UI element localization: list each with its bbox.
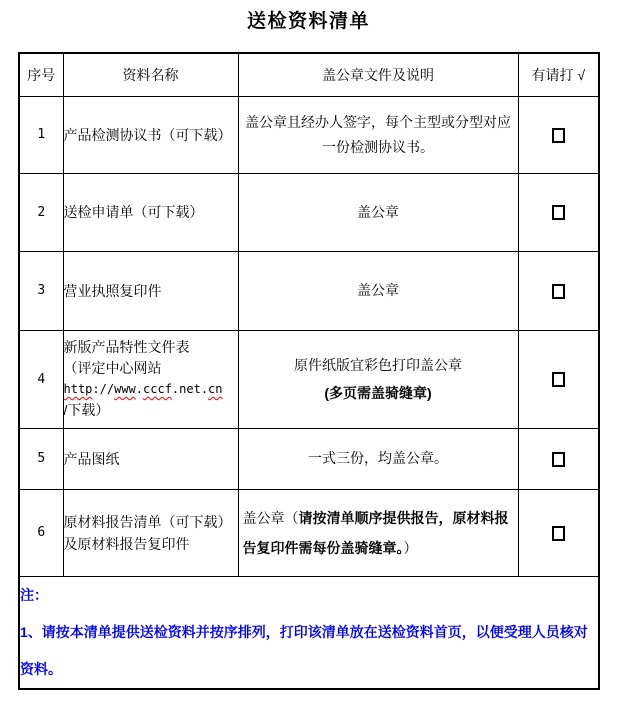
row-number: 4 [19, 330, 63, 428]
instruction-line-bold: (多页需盖骑缝章) [324, 385, 432, 401]
note-row [19, 576, 599, 689]
material-name [63, 251, 238, 330]
check-cell [518, 251, 599, 330]
check-cell [518, 330, 599, 428]
checkbox-icon[interactable] [552, 372, 565, 387]
checkbox-icon[interactable] [552, 205, 565, 220]
check-cell [518, 173, 599, 251]
instruction-bold: 请按清单顺序提供报告，原材料报告复印件需每份盖骑缝章。 [242, 509, 509, 556]
material-name-line: 送检申请单（可下载） [63, 204, 204, 220]
url-segment: cccf [143, 382, 172, 396]
table-row-4 [19, 330, 599, 428]
check-cell [518, 489, 599, 576]
instruction-line: 盖公章且经办人签字，每个主型或分型对应 [245, 113, 511, 130]
instruction-line: 盖公章 [357, 203, 399, 220]
url-segment: www [114, 382, 136, 396]
check-cell [518, 96, 599, 173]
checkbox-icon[interactable] [552, 526, 565, 541]
material-name-line: 新版产品特性文件表 [63, 339, 190, 355]
stamp-instructions [238, 330, 518, 428]
row-number: 2 [19, 173, 63, 251]
instruction-prefix: 盖公章（ [242, 509, 299, 526]
instruction-line: 一式三份，均盖公章。 [308, 450, 448, 466]
header-serial-number: 序号 [19, 53, 63, 96]
checkbox-icon[interactable] [552, 452, 565, 467]
url-segment: cn [208, 382, 223, 396]
instruction-suffix: ） [403, 539, 418, 556]
table-row-1 [19, 96, 599, 173]
row-number: 3 [19, 251, 63, 330]
url-segment: .net. [171, 382, 209, 396]
url-segment: http [63, 382, 93, 396]
note-label: 注： [20, 586, 48, 603]
download-url [64, 379, 238, 400]
material-name-line: 产品图纸 [63, 450, 120, 467]
table-row-2 [19, 173, 599, 251]
instruction-line: 盖公章 [357, 282, 399, 298]
material-name-line: 及原材料报告复印件 [63, 535, 190, 552]
material-name-line: 原材料报告清单（可下载） [63, 513, 232, 530]
instruction-line: 一份检测协议书。 [322, 138, 434, 155]
note-item: 1、请按本清单提供送检资料并按序排列，打印该清单放在送检资料首页，以便受理人员核对资料。 [20, 623, 588, 677]
table-row-3 [19, 251, 599, 330]
checkbox-icon[interactable] [552, 284, 565, 299]
material-name-line: （评定中心网站 [63, 360, 162, 376]
stamp-instructions [238, 96, 518, 173]
header-material-name: 资料名称 [63, 53, 238, 96]
material-name-line: /下载） [63, 402, 110, 418]
materials-checklist-table [18, 52, 600, 690]
stamp-instructions [238, 173, 518, 251]
check-cell [518, 428, 599, 489]
table-row-5 [19, 428, 599, 489]
table-row-6 [19, 489, 599, 576]
material-name [63, 173, 238, 251]
notes-section [19, 576, 599, 689]
checkbox-icon[interactable] [552, 128, 565, 143]
url-segment: . [135, 382, 144, 396]
row-number: 6 [19, 489, 63, 576]
header-check-mark: 有请打 √ [518, 53, 599, 96]
page-title: 送检资料清单 [246, 11, 370, 32]
row-number: 1 [19, 96, 63, 173]
header-stamp-instructions: 盖公章文件及说明 [238, 53, 518, 96]
header-row [19, 53, 599, 96]
material-name-line: 产品检测协议书（可下载） [63, 126, 232, 143]
instruction-line: 原件纸版宜彩色打印盖公章 [294, 357, 462, 373]
material-name [63, 96, 238, 173]
row-number: 5 [19, 428, 63, 489]
material-name [63, 330, 238, 428]
material-name-line: 营业执照复印件 [63, 282, 162, 299]
url-segment: :// [92, 382, 115, 396]
material-name [63, 428, 238, 489]
stamp-instructions [238, 428, 518, 489]
stamp-instructions [238, 489, 518, 576]
material-name [63, 489, 238, 576]
stamp-instructions [238, 251, 518, 330]
